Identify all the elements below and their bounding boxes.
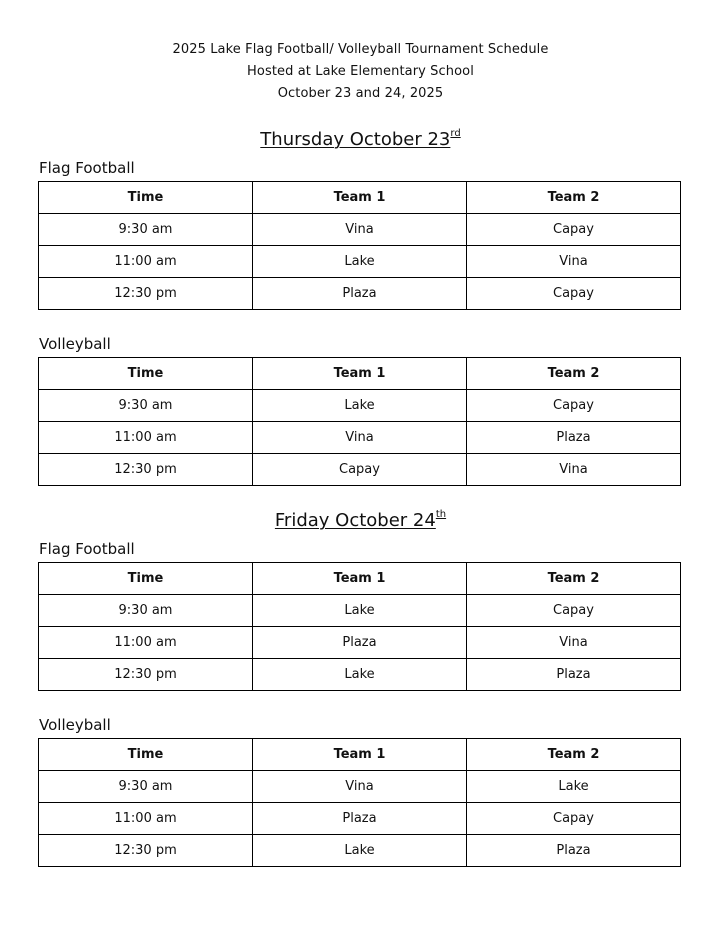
cell-time: 9:30 am (39, 390, 253, 422)
table-row (39, 214, 681, 246)
cell-time: 11:00 am (39, 803, 253, 835)
cell-team2: Plaza (467, 659, 681, 691)
day-heading-thursday (0, 129, 721, 151)
cell-team1: Plaza (253, 278, 467, 310)
cell-time: 9:30 am (39, 214, 253, 246)
schedule-table-friday-flag-football (38, 562, 681, 691)
section-label-flag-football: Flag Football (39, 540, 135, 558)
table-header-row (39, 182, 681, 214)
column-header-time: Time (39, 739, 253, 771)
column-header-team2: Team 2 (467, 739, 681, 771)
cell-team2: Capay (467, 214, 681, 246)
cell-team2: Vina (467, 454, 681, 486)
day-heading-text: Thursday October 23 (260, 129, 451, 150)
column-header-time: Time (39, 182, 253, 214)
table-row (39, 422, 681, 454)
cell-time: 12:30 pm (39, 278, 253, 310)
cell-time: 11:00 am (39, 246, 253, 278)
column-header-team1: Team 1 (253, 739, 467, 771)
cell-team1: Lake (253, 390, 467, 422)
cell-team2: Vina (467, 627, 681, 659)
cell-team2: Capay (467, 390, 681, 422)
cell-team2: Plaza (467, 422, 681, 454)
day-heading-text: Friday October 24 (274, 510, 436, 531)
cell-team2: Capay (467, 278, 681, 310)
day-heading-suffix: rd (450, 128, 461, 139)
cell-team1: Lake (253, 835, 467, 867)
cell-team2: Plaza (467, 835, 681, 867)
table-row (39, 803, 681, 835)
cell-time: 12:30 pm (39, 659, 253, 691)
column-header-team2: Team 2 (467, 563, 681, 595)
cell-time: 11:00 am (39, 422, 253, 454)
cell-team1: Lake (253, 595, 467, 627)
table-row (39, 246, 681, 278)
document-subtitle-host: Hosted at Lake Elementary School (247, 64, 474, 79)
table-row (39, 627, 681, 659)
column-header-team1: Team 1 (253, 358, 467, 390)
cell-team1: Vina (253, 214, 467, 246)
day-heading-suffix: th (435, 509, 447, 520)
cell-team2: Capay (467, 595, 681, 627)
table-row (39, 454, 681, 486)
table-header-row (39, 358, 681, 390)
document-subtitle-dates: October 23 and 24, 2025 (277, 86, 444, 101)
cell-time: 12:30 pm (39, 454, 253, 486)
table-header-row (39, 739, 681, 771)
schedule-table-thursday-flag-football (38, 181, 681, 310)
table-header-row (39, 563, 681, 595)
schedule-table-friday-volleyball (38, 738, 681, 867)
cell-team1: Plaza (253, 803, 467, 835)
section-label-volleyball: Volleyball (39, 335, 111, 353)
cell-time: 12:30 pm (39, 835, 253, 867)
cell-team2: Capay (467, 803, 681, 835)
cell-team1: Capay (253, 454, 467, 486)
column-header-time: Time (39, 358, 253, 390)
column-header-team1: Team 1 (253, 563, 467, 595)
document-title: 2025 Lake Flag Football/ Volleyball Tournament Schedule (172, 42, 549, 57)
column-header-time: Time (39, 563, 253, 595)
cell-team2: Vina (467, 246, 681, 278)
day-heading-friday (0, 510, 721, 532)
cell-team1: Vina (253, 771, 467, 803)
cell-time: 11:00 am (39, 627, 253, 659)
table-row (39, 278, 681, 310)
schedule-table-thursday-volleyball (38, 357, 681, 486)
column-header-team1: Team 1 (253, 182, 467, 214)
cell-team1: Plaza (253, 627, 467, 659)
cell-time: 9:30 am (39, 595, 253, 627)
cell-team1: Vina (253, 422, 467, 454)
cell-team2: Lake (467, 771, 681, 803)
column-header-team2: Team 2 (467, 358, 681, 390)
table-row (39, 835, 681, 867)
table-row (39, 595, 681, 627)
table-row (39, 659, 681, 691)
cell-team1: Lake (253, 659, 467, 691)
cell-team1: Lake (253, 246, 467, 278)
cell-time: 9:30 am (39, 771, 253, 803)
column-header-team2: Team 2 (467, 182, 681, 214)
section-label-flag-football: Flag Football (39, 159, 135, 177)
section-label-volleyball: Volleyball (39, 716, 111, 734)
table-row (39, 771, 681, 803)
table-row (39, 390, 681, 422)
